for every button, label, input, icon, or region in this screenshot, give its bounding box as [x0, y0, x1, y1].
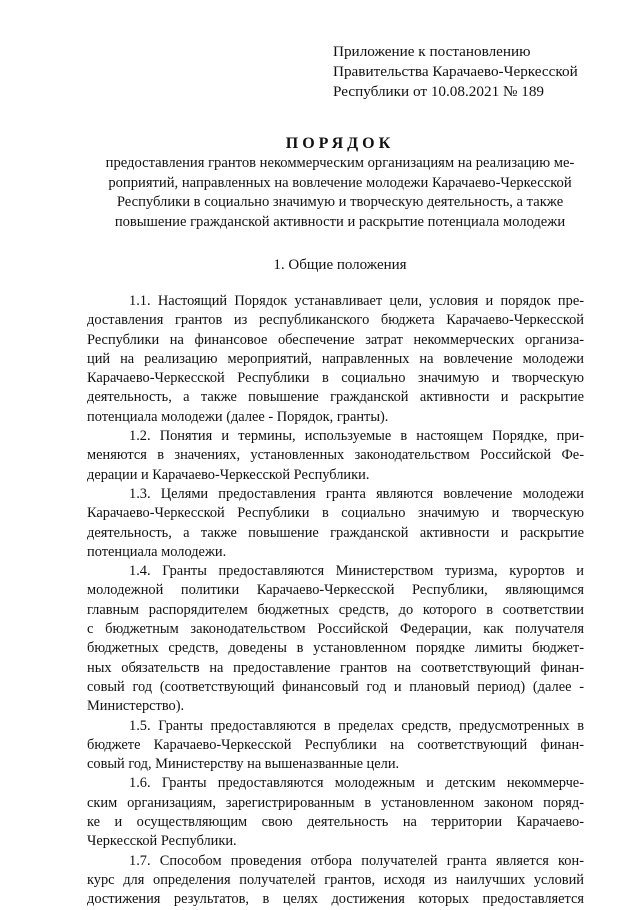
paragraph-line: 1.4. Гранты предоставляются Министерством туризма, курортов и	[129, 563, 584, 580]
appendix-line: Республики от 10.08.2021 № 189	[333, 83, 545, 100]
appendix-line: Правительства Карачаево-Черкесской	[333, 63, 578, 80]
subtitle-line: Республики в социально значимую и творческую деятельность, а также	[116, 194, 564, 210]
paragraph-line: 1.6. Гранты предоставляются молодежным и детским некоммерче-	[129, 775, 584, 792]
paragraph-line: бюджете Карачаево-Черкесской Республики на соответствующий финан-	[87, 736, 584, 753]
paragraph-line: совый год (соответствующий финансовый год и плановый период) (далее -	[87, 678, 584, 695]
paragraph-line: меняются в значениях, установленных законодательством Российской Фе-	[87, 447, 584, 464]
paragraph-line: 1.7. Способом проведения отбора получателей гранта является кон-	[129, 852, 584, 869]
paragraph-line: Карачаево-Черкесской Республики в социально значимую и творческую	[87, 370, 584, 387]
paragraph	[87, 562, 584, 716]
paragraph-line: Министерство).	[87, 698, 185, 715]
paragraph	[87, 717, 584, 775]
paragraph-line: бюджетных средств, доведены в установленном порядке лимиты бюджет-	[87, 640, 584, 657]
paragraph-line: Черкесской Республики.	[87, 833, 237, 850]
paragraph	[87, 774, 584, 851]
paragraph	[87, 292, 584, 427]
paragraph-line: совый год, Министерству на вышеназванные цели.	[87, 756, 400, 773]
paragraph-line: доставления грантов из республиканского бюджета Карачаево-Черкесской	[87, 312, 584, 329]
paragraph-line: 1.2. Понятия и термины, используемые в настоящем Порядке, при-	[129, 428, 584, 445]
paragraph-line: деятельность, а также повышение гражданской активности и раскрытие	[87, 524, 584, 541]
paragraph-line: потенциала молодежи.	[87, 543, 227, 560]
paragraph-line: с бюджетным законодательством Российской Федерации, как получателя	[87, 621, 584, 638]
paragraph-line: 1.3. Целями предоставления гранта являются вовлечение молодежи	[129, 485, 584, 502]
appendix-note	[333, 42, 623, 102]
paragraph	[87, 485, 584, 562]
paragraph-line: ке и осуществляющим свою деятельность на территории Карачаево-	[87, 814, 584, 831]
paragraph-line: 1.1. Настоящий Порядок устанавливает цели, условия и порядок пре-	[129, 293, 584, 309]
document-subtitle	[60, 154, 620, 232]
subtitle-line: повышение гражданской активности и раскрытие потенциала молодежи	[114, 213, 566, 230]
paragraph-line: ных обязательств на предоставление грантов на соответствующий финан-	[87, 659, 584, 676]
document-title: ПОРЯДОК	[285, 135, 395, 152]
appendix-line: Приложение к постановлению	[333, 43, 531, 60]
subtitle-line: предоставления грантов некоммерческим организациям на реализацию ме-	[105, 155, 575, 171]
paragraph-line: главным распорядителем бюджетных средств, до которого в соответствии	[87, 601, 584, 618]
paragraph-line: достижения результатов, в целях достижения которых предоставляется	[87, 891, 584, 908]
paragraph-line: Карачаево-Черкесской Республики в социально значимую и творческую	[87, 505, 584, 522]
paragraph-line: курс для определения получателей грантов, исходя из наилучших условий	[87, 871, 584, 888]
subtitle-line: роприятий, направленных на вовлечение молодежи Карачаево-Черкесской	[108, 174, 572, 191]
paragraph-line: дерации и Карачаево-Черкесской Республики.	[87, 466, 370, 483]
paragraph	[87, 852, 584, 910]
paragraph-line: деятельность, а также повышение гражданской активности и раскрытие	[87, 389, 584, 406]
section-heading: 1. Общие положения	[273, 257, 407, 273]
paragraph	[87, 427, 584, 485]
paragraph-line: ским организациям, зарегистрированным в установленном законом поряд-	[87, 794, 584, 811]
document-body	[87, 292, 584, 910]
paragraph-line: потенциала молодежи (далее - Порядок, гранты).	[87, 408, 389, 425]
paragraph-line: молодежной политики Карачаево-Черкесской Республики, являющимся	[87, 582, 584, 599]
paragraph-line: 1.5. Гранты предоставляются в пределах средств, предусмотренных в	[129, 717, 584, 734]
paragraph-line: ций на реализацию мероприятий, направленных на вовлечение молодежи	[87, 350, 584, 367]
paragraph-line: Республики на финансовое обеспечение затрат некоммерческих организа-	[87, 331, 584, 348]
